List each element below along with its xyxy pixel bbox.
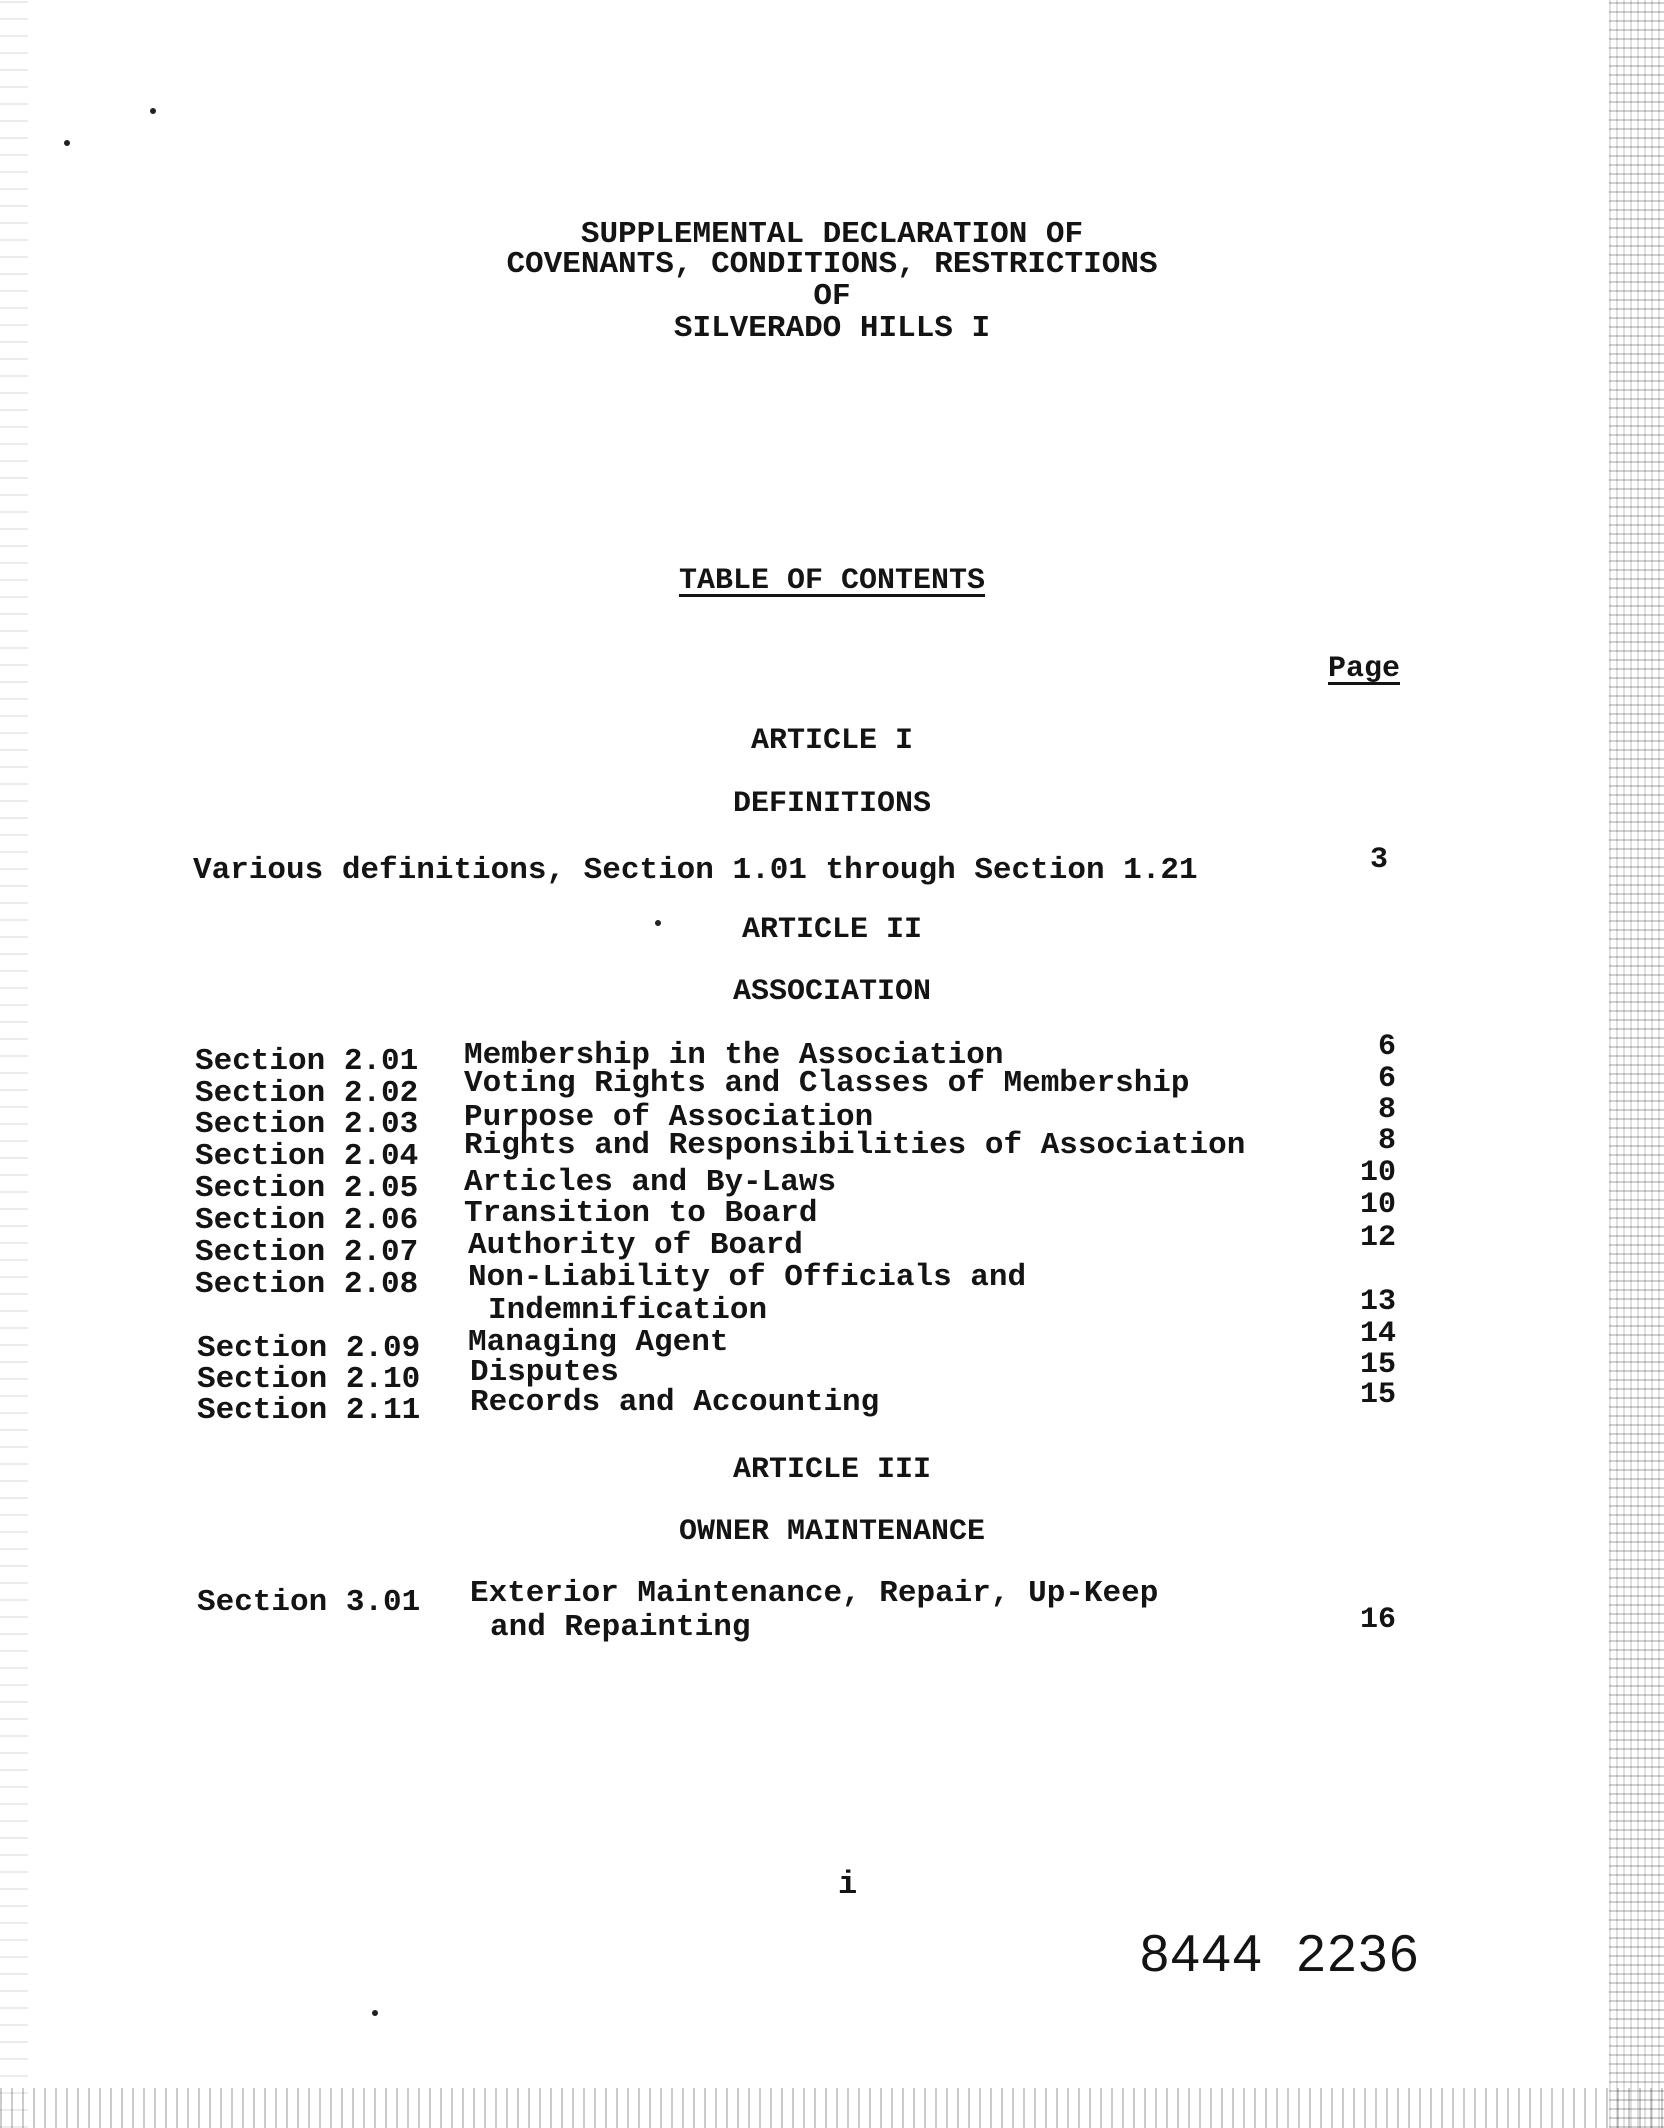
section-title: Exterior Maintenance, Repair, Up-Keep [470,1576,1159,1611]
section-title: Membership in the Association [464,1038,1004,1073]
section-number: Section 2.09 [197,1331,421,1366]
section-title-continued: and Repainting [490,1610,751,1645]
speck [372,2010,378,2016]
section-page: 8 [1377,1093,1396,1127]
doc-title-line3: OF [813,279,851,314]
section-title: Purpose of Association [464,1100,874,1135]
article-1-entry-page: 3 [1369,843,1388,877]
page-number: i [838,1866,858,1903]
section-number: Section 2.02 [195,1076,419,1111]
section-page: 14 [1359,1317,1396,1351]
section-page: 6 [1377,1030,1396,1064]
scan-noise-bottom [0,2088,1664,2128]
doc-title-line2: COVENANTS, CONDITIONS, RESTRICTIONS [506,247,1158,282]
article-2-label: ARTICLE II [741,913,923,947]
article-3-name: OWNER MAINTENANCE [678,1515,986,1549]
section-title: Non-Liability of Officials and [468,1260,1027,1295]
section-page: 8 [1377,1124,1396,1158]
section-title: Articles and By-Laws [464,1165,837,1200]
section-number: Section 2.11 [197,1393,421,1428]
toc-heading: TABLE OF CONTENTS [678,564,986,598]
section-page: 6 [1377,1062,1396,1096]
section-title: Authority of Board [468,1228,803,1263]
section-page: 16 [1359,1603,1396,1637]
speck [64,140,70,146]
page-column-heading: Page [1328,652,1401,686]
section-title: Disputes [470,1355,619,1390]
article-1-label: ARTICLE I [750,724,914,758]
section-title: Transition to Board [464,1196,818,1231]
document-number: 8444 2236 [1140,1925,1421,1983]
article-2-name: ASSOCIATION [732,975,932,1009]
section-number: Section 2.04 [195,1139,419,1174]
section-title: Managing Agent [468,1325,729,1360]
section-page: 12 [1359,1221,1396,1255]
section-page: 15 [1359,1378,1396,1412]
section-page: 15 [1359,1348,1396,1382]
speck [150,108,156,114]
article-1-name: DEFINITIONS [732,787,932,821]
article-1-entry: Various definitions, Section 1.01 through Section 1.21 [193,853,1198,888]
doc-title-line4: SILVERADO HILLS I [673,311,991,346]
section-number: Section 2.05 [195,1171,419,1206]
article-3-label: ARTICLE III [732,1453,932,1487]
section-title: Rights and Responsibilities of Association [464,1128,1246,1163]
section-number: Section 2.01 [195,1044,419,1079]
section-number: Section 2.07 [195,1235,419,1270]
section-number: Section 2.10 [197,1362,421,1397]
section-page: 10 [1359,1188,1396,1222]
doc-title-line1: SUPPLEMENTAL DECLARATION OF [580,217,1084,252]
section-title: Voting Rights and Classes of Membership [464,1066,1190,1101]
section-title-continued: Indemnification [488,1293,768,1328]
section-number: Section 2.03 [195,1107,419,1142]
section-title: Records and Accounting [470,1385,880,1420]
section-number: Section 2.08 [195,1267,419,1302]
section-number: Section 3.01 [197,1585,421,1620]
section-page: 13 [1359,1285,1396,1319]
section-page: 10 [1359,1156,1396,1190]
section-number: Section 2.06 [195,1203,419,1238]
